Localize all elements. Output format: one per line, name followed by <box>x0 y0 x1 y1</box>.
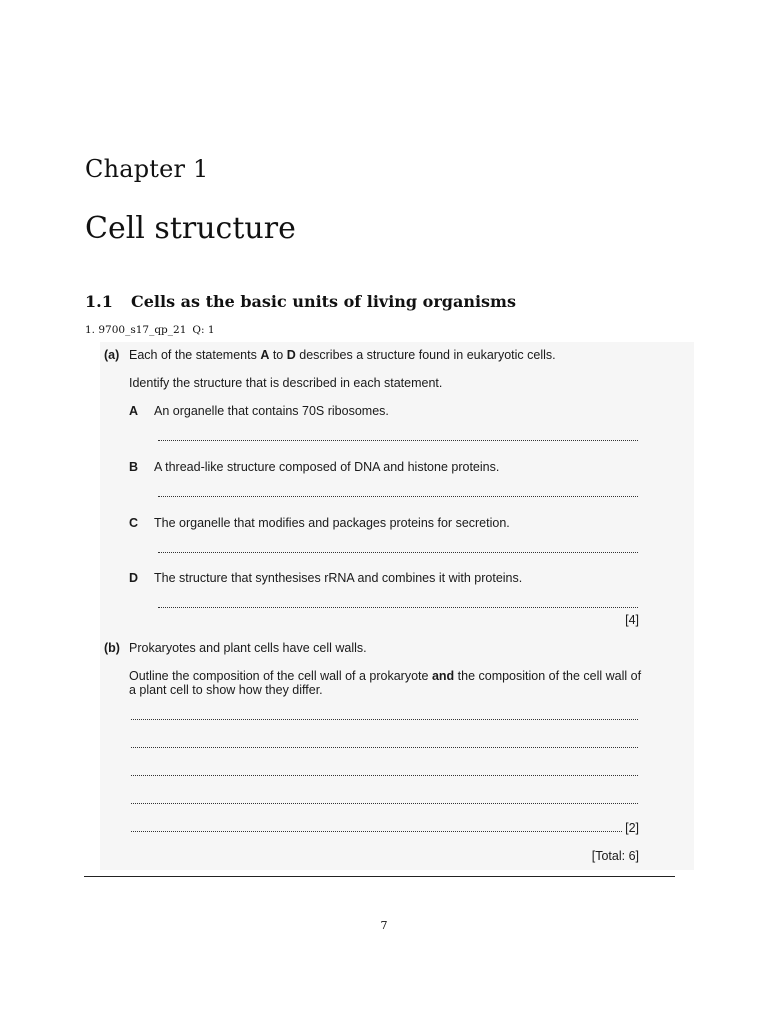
question-reference <box>85 324 215 336</box>
chapter-label: Chapter 1 <box>85 155 209 183</box>
answer-line-c[interactable] <box>158 552 638 553</box>
item-d-text: The structure that synthesises rRNA and combines it with proteins. <box>154 571 523 585</box>
part-a-instruction: Identify the structure that is described in each statement. <box>129 376 443 390</box>
part-b-statement: Prokaryotes and plant cells have cell walls. <box>129 641 367 655</box>
part-b-label: (b) <box>104 641 120 655</box>
part-b-outline-line2: a plant cell to show how they differ. <box>129 683 323 697</box>
answer-line-b1[interactable] <box>131 719 638 720</box>
section-number: 1.1 <box>85 292 113 311</box>
paper-code: 1. 9700_s17_qp_21 <box>85 324 187 336</box>
page-number: 7 <box>380 919 388 932</box>
chapter-title: Cell structure <box>85 211 296 246</box>
item-c-letter: C <box>129 516 139 530</box>
item-b-text: A thread-like structure composed of DNA and histone proteins. <box>154 460 500 474</box>
item-a-letter: A <box>129 404 139 418</box>
answer-line-b5[interactable] <box>131 831 622 832</box>
item-a-text: An organelle that contains 70S ribosomes. <box>154 404 389 418</box>
answer-line-a[interactable] <box>158 440 638 441</box>
part-a-marks: [4] <box>625 613 639 627</box>
answer-line-b4[interactable] <box>131 803 638 804</box>
item-d-letter: D <box>129 571 139 585</box>
footer-rule <box>84 876 675 877</box>
total-marks: [Total: 6] <box>591 849 639 863</box>
part-a-intro: Each of the statements A to D describes a structure found in eukaryotic cells. <box>129 348 556 362</box>
section-heading <box>85 292 516 311</box>
part-b-marks: [2] <box>625 821 639 835</box>
section-title: Cells as the basic units of living organisms <box>131 292 516 311</box>
part-b-outline-line1: Outline the composition of the cell wall of a prokaryote and the composition of the cell wall of <box>129 669 642 683</box>
answer-line-d[interactable] <box>158 607 638 608</box>
question-number: Q: 1 <box>192 324 215 336</box>
item-c-text: The organelle that modifies and packages proteins for secretion. <box>154 516 510 530</box>
question-scan <box>100 342 694 870</box>
answer-line-b3[interactable] <box>131 775 638 776</box>
item-b-letter: B <box>129 460 139 474</box>
part-a-label: (a) <box>104 348 120 362</box>
answer-line-b[interactable] <box>158 496 638 497</box>
answer-line-b2[interactable] <box>131 747 638 748</box>
